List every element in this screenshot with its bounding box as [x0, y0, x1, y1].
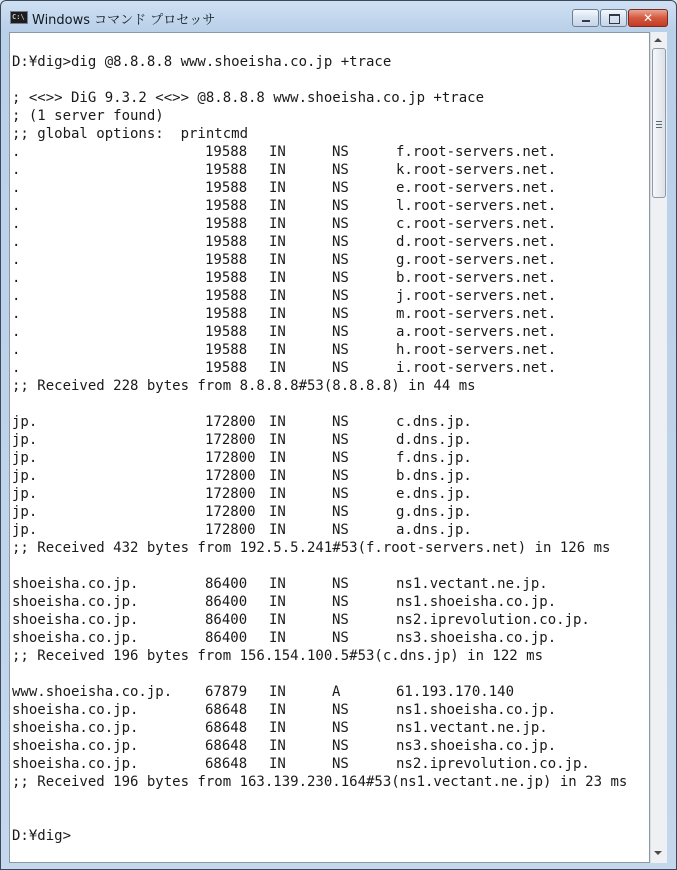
ttl: 86400	[205, 630, 248, 646]
minimize-icon	[582, 20, 590, 22]
maximize-button[interactable]	[600, 9, 627, 27]
ttl: 67879	[205, 684, 248, 700]
ttl: 68648	[205, 702, 248, 718]
record-name: .	[12, 270, 21, 286]
type: NS	[332, 468, 349, 484]
record-data: d.dns.jp.	[396, 432, 472, 448]
record-data: ns1.shoeisha.co.jp.	[396, 702, 557, 718]
record-name: jp.	[12, 468, 38, 484]
ttl: 172800	[205, 504, 256, 520]
type: NS	[332, 342, 349, 358]
class: IN	[269, 288, 286, 304]
line-text: ; <<>> DiG 9.3.2 <<>> @8.8.8.8 www.shoeisha.co.jp +trace	[12, 90, 485, 106]
ttl: 19588	[205, 180, 248, 196]
record-data: d.root-servers.net.	[396, 234, 557, 250]
record-name: shoeisha.co.jp.	[12, 756, 139, 772]
ttl: 172800	[205, 414, 256, 430]
record-name: .	[12, 144, 21, 160]
record-data: m.root-servers.net.	[396, 306, 557, 322]
class: IN	[269, 576, 286, 592]
class: IN	[269, 270, 286, 286]
type: NS	[332, 432, 349, 448]
maximize-icon	[609, 14, 620, 24]
class: IN	[269, 504, 286, 520]
line-text: ;; global options: printcmd	[12, 126, 249, 142]
ttl: 172800	[205, 522, 256, 538]
close-button[interactable]	[628, 9, 668, 27]
record-name: shoeisha.co.jp.	[12, 630, 139, 646]
scroll-down-arrow-icon[interactable]	[654, 851, 662, 855]
type: NS	[332, 504, 349, 520]
record-data: l.root-servers.net.	[396, 198, 557, 214]
record-name: shoeisha.co.jp.	[12, 594, 139, 610]
record-data: e.root-servers.net.	[396, 180, 557, 196]
ttl: 19588	[205, 234, 248, 250]
console-icon[interactable]: C:\	[10, 11, 28, 24]
record-data: c.root-servers.net.	[396, 216, 557, 232]
class: IN	[269, 468, 286, 484]
record-data: g.dns.jp.	[396, 504, 472, 520]
type: NS	[332, 180, 349, 196]
record-name: .	[12, 216, 21, 232]
record-name: .	[12, 162, 21, 178]
scroll-up-arrow-icon[interactable]	[654, 38, 662, 42]
record-data: a.root-servers.net.	[396, 324, 557, 340]
class: IN	[269, 360, 286, 376]
ttl: 172800	[205, 450, 256, 466]
record-name: jp.	[12, 486, 38, 502]
close-icon: ✕	[643, 11, 654, 25]
class: IN	[269, 630, 286, 646]
ttl: 19588	[205, 270, 248, 286]
record-data: k.root-servers.net.	[396, 162, 557, 178]
record-name: .	[12, 198, 21, 214]
class: IN	[269, 342, 286, 358]
record-data: b.root-servers.net.	[396, 270, 557, 286]
record-data: i.root-servers.net.	[396, 360, 557, 376]
minimize-button[interactable]	[572, 9, 599, 27]
line-text: ;; Received 196 bytes from 163.139.230.164#53(ns1.vectant.ne.jp) in 23 ms	[12, 774, 628, 790]
record-data: j.root-servers.net.	[396, 288, 557, 304]
class: IN	[269, 144, 286, 160]
ttl: 19588	[205, 306, 248, 322]
record-data: a.dns.jp.	[396, 522, 472, 538]
record-data: h.root-servers.net.	[396, 342, 557, 358]
type: NS	[332, 198, 349, 214]
class: IN	[269, 612, 286, 628]
ttl: 19588	[205, 252, 248, 268]
record-data: c.dns.jp.	[396, 414, 472, 430]
class: IN	[269, 450, 286, 466]
type: NS	[332, 162, 349, 178]
ttl: 19588	[205, 216, 248, 232]
record-name: shoeisha.co.jp.	[12, 702, 139, 718]
class: IN	[269, 324, 286, 340]
record-data: b.dns.jp.	[396, 468, 472, 484]
class: IN	[269, 720, 286, 736]
record-name: jp.	[12, 432, 38, 448]
record-name: jp.	[12, 414, 38, 430]
record-data: ns1.vectant.ne.jp.	[396, 576, 548, 592]
record-name: .	[12, 180, 21, 196]
record-name: .	[12, 306, 21, 322]
class: IN	[269, 702, 286, 718]
class: IN	[269, 180, 286, 196]
ttl: 68648	[205, 720, 248, 736]
record-name: shoeisha.co.jp.	[12, 576, 139, 592]
record-name: www.shoeisha.co.jp.	[12, 684, 173, 700]
record-data: ns2.iprevolution.co.jp.	[396, 756, 590, 772]
ttl: 86400	[205, 594, 248, 610]
record-name: jp.	[12, 522, 38, 538]
ttl: 19588	[205, 162, 248, 178]
type: NS	[332, 522, 349, 538]
ttl: 19588	[205, 288, 248, 304]
type: NS	[332, 234, 349, 250]
record-name: .	[12, 252, 21, 268]
type: NS	[332, 756, 349, 772]
line-text: ;; Received 228 bytes from 8.8.8.8#53(8.8.8.8) in 44 ms	[12, 378, 476, 394]
type: NS	[332, 306, 349, 322]
type: NS	[332, 630, 349, 646]
ttl: 172800	[205, 468, 256, 484]
line-text: ;; Received 196 bytes from 156.154.100.5#53(c.dns.jp) in 122 ms	[12, 648, 544, 664]
type: NS	[332, 576, 349, 592]
record-name: .	[12, 342, 21, 358]
class: IN	[269, 234, 286, 250]
window-title: Windows コマンド プロセッサ	[32, 13, 216, 28]
type: NS	[332, 738, 349, 754]
class: IN	[269, 756, 286, 772]
ttl: 19588	[205, 360, 248, 376]
record-name: jp.	[12, 504, 38, 520]
class: IN	[269, 594, 286, 610]
type: NS	[332, 450, 349, 466]
line-text: ; (1 server found)	[12, 108, 164, 124]
type: NS	[332, 144, 349, 160]
vertical-scrollbar[interactable]	[650, 32, 667, 863]
line-text: ;; Received 432 bytes from 192.5.5.241#53(f.root-servers.net) in 126 ms	[12, 540, 611, 556]
record-data: ns1.vectant.ne.jp.	[396, 720, 548, 736]
record-name: .	[12, 234, 21, 250]
type: NS	[332, 594, 349, 610]
record-name: shoeisha.co.jp.	[12, 720, 139, 736]
grip-icon	[656, 121, 662, 128]
ttl: 86400	[205, 612, 248, 628]
record-name: shoeisha.co.jp.	[12, 738, 139, 754]
class: IN	[269, 198, 286, 214]
record-name: .	[12, 324, 21, 340]
class: IN	[269, 162, 286, 178]
class: IN	[269, 306, 286, 322]
type: NS	[332, 612, 349, 628]
ttl: 19588	[205, 342, 248, 358]
record-data: e.dns.jp.	[396, 486, 472, 502]
type: NS	[332, 252, 349, 268]
type: NS	[332, 720, 349, 736]
record-name: jp.	[12, 450, 38, 466]
line-text: D:¥dig>dig @8.8.8.8 www.shoeisha.co.jp +trace	[12, 54, 392, 70]
ttl: 172800	[205, 432, 256, 448]
class: IN	[269, 252, 286, 268]
record-data: ns2.iprevolution.co.jp.	[396, 612, 590, 628]
record-data: 61.193.170.140	[396, 684, 515, 700]
record-data: f.root-servers.net.	[396, 144, 557, 160]
title-bar[interactable]	[1, 1, 676, 31]
type: NS	[332, 702, 349, 718]
line-text: D:¥dig>	[12, 828, 72, 844]
record-data: g.root-servers.net.	[396, 252, 557, 268]
ttl: 19588	[205, 198, 248, 214]
scroll-thumb[interactable]	[652, 48, 666, 198]
type: NS	[332, 270, 349, 286]
type: NS	[332, 360, 349, 376]
class: IN	[269, 486, 286, 502]
type: NS	[332, 324, 349, 340]
console-output[interactable]	[9, 32, 650, 863]
record-data: ns1.shoeisha.co.jp.	[396, 594, 557, 610]
class: IN	[269, 522, 286, 538]
record-name: .	[12, 360, 21, 376]
class: IN	[269, 432, 286, 448]
ttl: 19588	[205, 324, 248, 340]
class: IN	[269, 414, 286, 430]
record-name: .	[12, 288, 21, 304]
type: NS	[332, 288, 349, 304]
type: NS	[332, 486, 349, 502]
type: A	[332, 684, 341, 700]
type: NS	[332, 216, 349, 232]
record-name: shoeisha.co.jp.	[12, 612, 139, 628]
record-data: f.dns.jp.	[396, 450, 472, 466]
ttl: 19588	[205, 144, 248, 160]
class: IN	[269, 738, 286, 754]
record-data: ns3.shoeisha.co.jp.	[396, 630, 557, 646]
type: NS	[332, 414, 349, 430]
ttl: 86400	[205, 576, 248, 592]
class: IN	[269, 216, 286, 232]
ttl: 68648	[205, 738, 248, 754]
record-data: ns3.shoeisha.co.jp.	[396, 738, 557, 754]
ttl: 172800	[205, 486, 256, 502]
ttl: 68648	[205, 756, 248, 772]
class: IN	[269, 684, 286, 700]
